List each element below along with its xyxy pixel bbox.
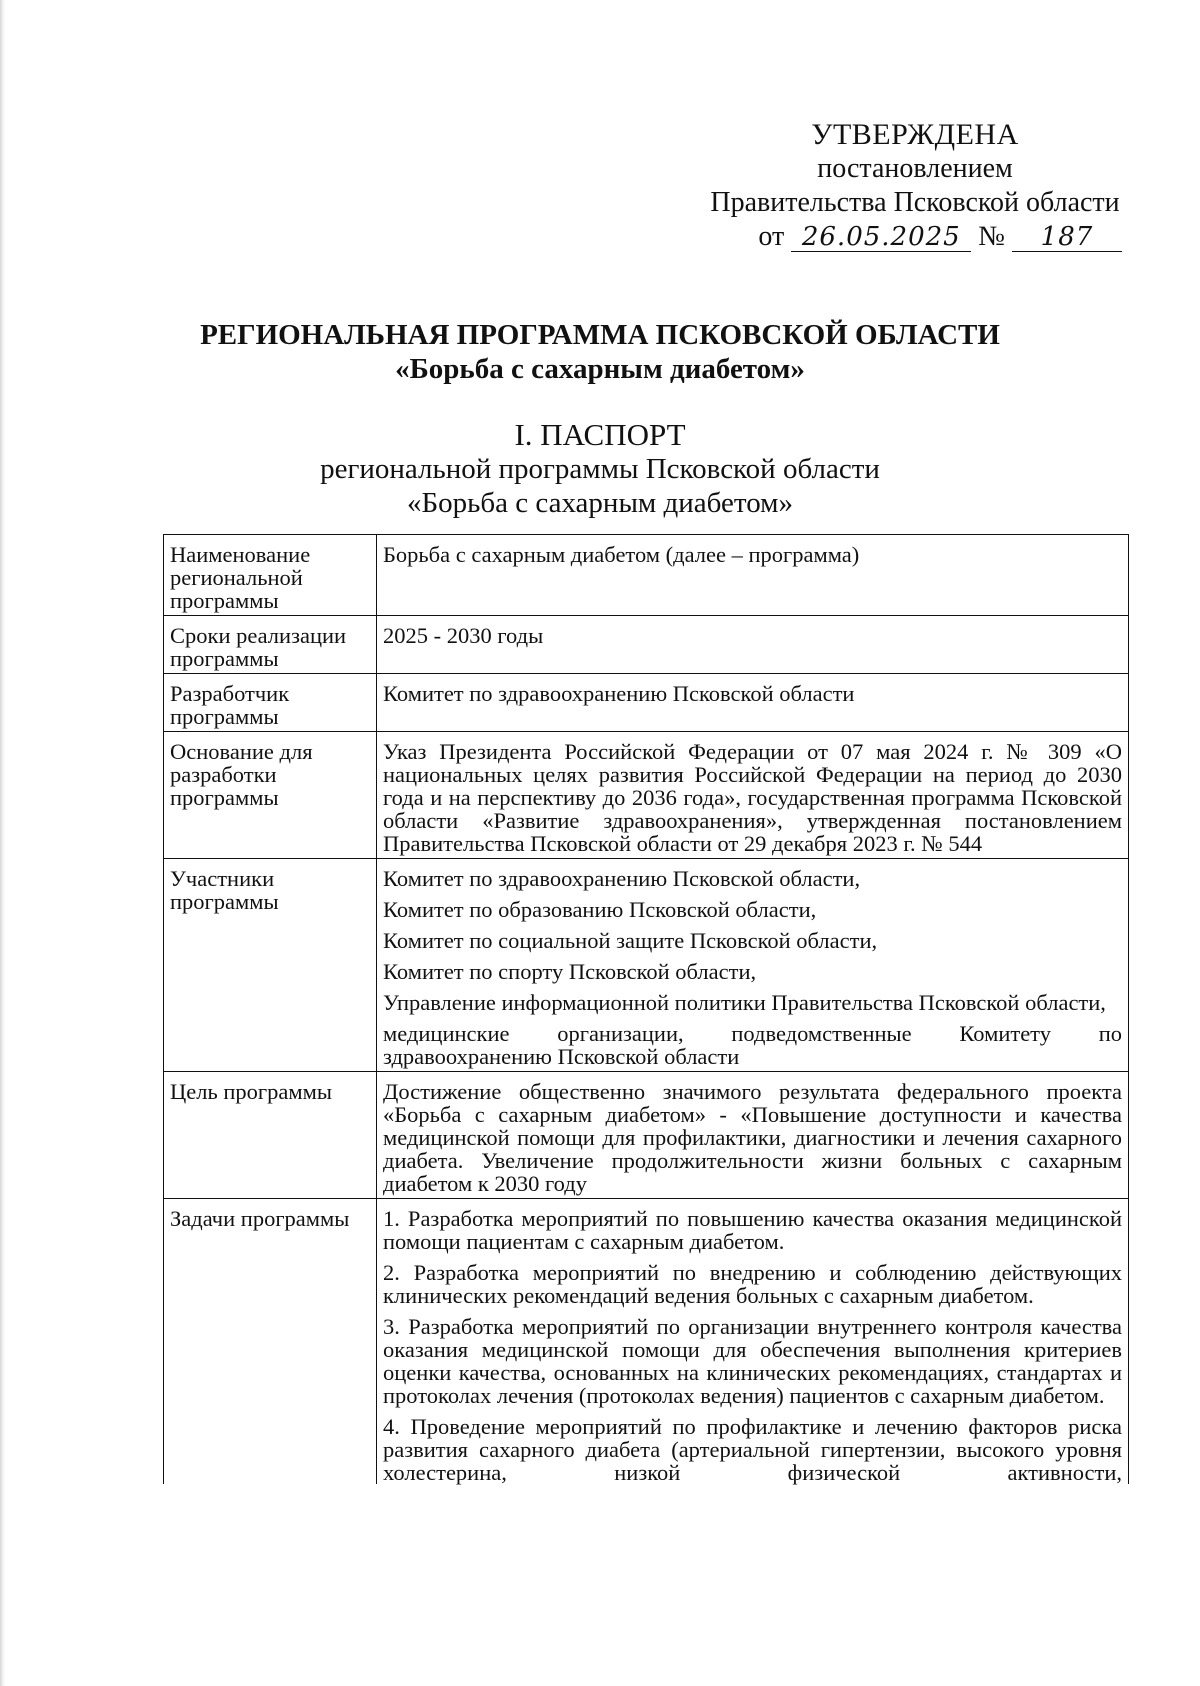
row-value [377, 616, 1129, 674]
number-prefix: № [978, 221, 1005, 252]
row-value [377, 732, 1129, 859]
row-paragraph: 2025 - 2030 годы [383, 623, 544, 648]
scan-edge [0, 0, 6, 1686]
row-paragraph: медицинские организации, подведомственные Комитету по здравоохранению Псковской области [383, 1021, 1122, 1069]
row-paragraph: 3. Разработка мероприятий по организации внутреннего контроля качества оказания медицинской помощи для обеспечения выполнения критериев оценки качества, основанных на клинических рекомендациях, стандартах и протоколах лечения (протоколах ведения) пациентов с сахарным диабетом. [383, 1314, 1122, 1408]
row-paragraph: Управление информационной политики Правительства Псковской области, [383, 990, 1106, 1015]
row-paragraph: Комитет по здравоохранению Псковской области, [383, 866, 861, 891]
row-paragraph: Комитет по здравоохранению Псковской области [383, 681, 855, 706]
row-value [377, 674, 1129, 732]
passport-heading [0, 418, 1200, 520]
row-label: Задачи программы [164, 1199, 377, 1485]
row-label: Разработчик программы [164, 674, 377, 732]
date-prefix: от [758, 221, 785, 252]
row-value [377, 1199, 1129, 1485]
table-row [164, 1199, 1129, 1485]
program-title [0, 318, 1200, 386]
table-row [164, 616, 1129, 674]
row-value [377, 535, 1129, 616]
approval-line-2: Правительства Псковской области [710, 187, 1120, 218]
row-label: Цель программы [164, 1072, 377, 1199]
passport-title: I. ПАСПОРТ [514, 417, 686, 452]
approval-stamp [700, 118, 1130, 254]
row-label: Основание для разработки программы [164, 732, 377, 859]
passport-table [163, 534, 1129, 1484]
passport-table-body [164, 535, 1129, 1485]
handwritten-date: 26.05.2025 [791, 223, 971, 252]
passport-subtitle-1: региональной программы Псковской области [320, 453, 880, 485]
table-row [164, 859, 1129, 1072]
table-row [164, 674, 1129, 732]
row-paragraph: Комитет по спорту Псковской области, [383, 959, 757, 984]
row-label: Участники программы [164, 859, 377, 1072]
row-paragraph: 4. Проведение мероприятий по профилактике и лечению факторов риска развития сахарного диабета (артериальной гипертензии, высокого уровня холестерина, низкой физической активности, [383, 1414, 1122, 1485]
row-paragraph: 1. Разработка мероприятий по повышению качества оказания медицинской помощи пациентам с сахарным диабетом. [383, 1206, 1122, 1254]
approval-title: УТВЕРЖДЕНА [811, 118, 1019, 151]
row-value [377, 1072, 1129, 1199]
approval-line-1: постановлением [817, 153, 1013, 184]
program-title-line-2: «Борьба с сахарным диабетом» [395, 353, 805, 385]
row-paragraph: 2. Разработка мероприятий по внедрению и соблюдению действующих клинических рекомендаций ведения больных с сахарным диабетом. [383, 1260, 1122, 1308]
row-label: Наименование региональной программы [164, 535, 377, 616]
program-title-line-1: РЕГИОНАЛЬНАЯ ПРОГРАММА ПСКОВСКОЙ ОБЛАСТИ [200, 319, 1000, 351]
row-value [377, 859, 1129, 1072]
passport-subtitle-2: «Борьба с сахарным диабетом» [406, 487, 794, 519]
table-row [164, 732, 1129, 859]
row-paragraph: Указ Президента Российской Федерации от 07 мая 2024 г. № 309 «О национальных целях развития Российской Федерации на период до 2030 года и на перспективу до 2036 года», государственная программа Псковской области «Развитие здравоохранения», утвержденная постановлением Правительства Псковской области от 29 декабря 2023 г. № 544 [383, 739, 1122, 856]
row-paragraph: Комитет по социальной защите Псковской области, [383, 928, 878, 953]
row-label: Сроки реализации программы [164, 616, 377, 674]
approval-date-line [700, 220, 1130, 254]
table-row [164, 1072, 1129, 1199]
row-paragraph: Борьба с сахарным диабетом (далее – программа) [383, 542, 860, 567]
handwritten-number: 187 [1012, 223, 1122, 252]
row-paragraph: Комитет по образованию Псковской области, [383, 897, 817, 922]
table-row [164, 535, 1129, 616]
row-paragraph: Достижение общественно значимого результата федерального проекта «Борьба с сахарным диабетом» - «Повышение доступности и качества медицинской помощи для профилактики, диагностики и лечения сахарного диабета. Увеличение продолжительности жизни больных с сахарным диабетом к 2030 году [383, 1079, 1122, 1196]
